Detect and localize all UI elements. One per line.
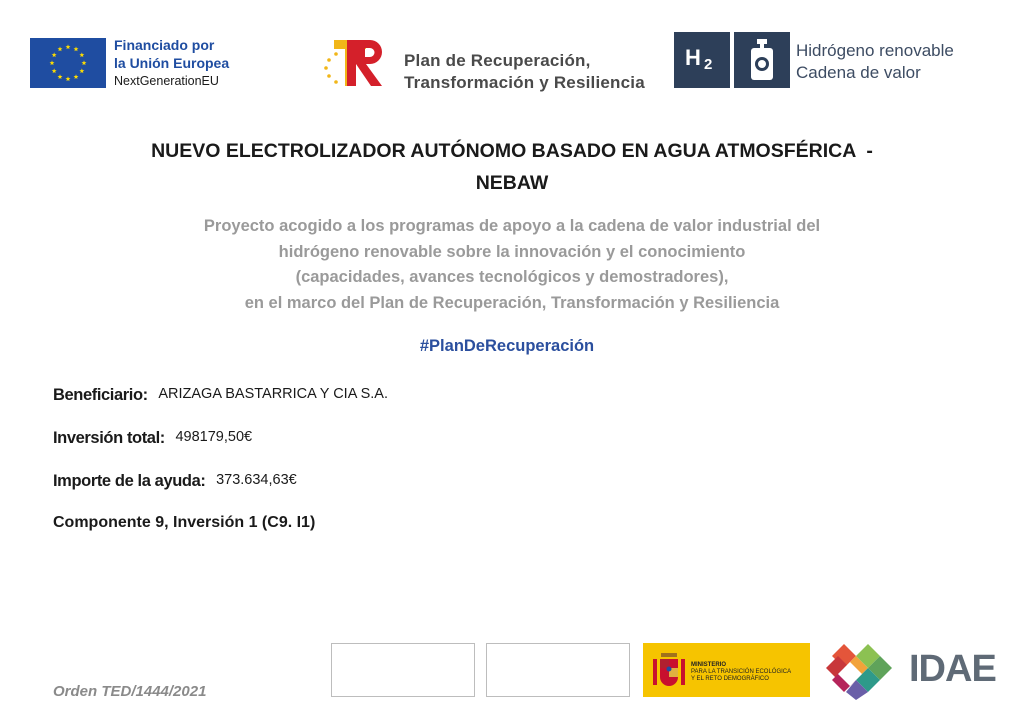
ministerio-line-1: MINISTERIO (691, 662, 727, 668)
ministerio-logo (643, 643, 810, 697)
h2-line-1: Hidrógeno renovable (796, 41, 954, 60)
description-line-1: Proyecto acogido a los programas de apoyo a la cadena de valor industrial del (203, 217, 821, 235)
ministerio-line-2: PARA LA TRANSICIÓN ECOLÓGICA (691, 669, 792, 675)
inversion-label: Inversión total: (53, 429, 165, 447)
componente-text: Componente 9, Inversión 1 (C9. I1) (53, 514, 316, 531)
eu-star-icon (74, 47, 79, 52)
eu-star-icon (52, 68, 57, 73)
importe-row (53, 472, 297, 491)
beneficiario-value: ARIZAGA BASTARRICA Y CIA S.A. (158, 386, 389, 402)
eu-star-icon (79, 52, 84, 57)
project-title-line-1: NUEVO ELECTROLIZADOR AUTÓNOMO BASADO EN AGUA ATMOSFÉRICA - (151, 140, 873, 162)
eu-funding-label (114, 36, 229, 90)
hashtag: #PlanDeRecuperación (419, 337, 595, 355)
ministerio-text (691, 662, 791, 683)
importe-value: 373.634,63€ (216, 472, 297, 488)
eu-star-icon (58, 47, 63, 52)
hydrogen-cylinder-icon (734, 32, 790, 88)
eu-star-icon (79, 68, 84, 73)
eu-line-3: NextGenerationEU (114, 74, 219, 88)
eu-star-icon (66, 76, 71, 81)
project-title (60, 135, 964, 199)
inversion-value: 498179,50€ (175, 429, 253, 445)
inversion-row (53, 429, 252, 448)
eu-flag-icon (30, 38, 106, 88)
description-line-3: (capacidades, avances tecnológicos y demostradores), (295, 268, 729, 286)
eu-star-icon (82, 60, 87, 65)
ministerio-line-3: Y EL RETO DEMOGRÁFICO (691, 676, 769, 682)
h2-line-2: Cadena de valor (796, 63, 921, 82)
eu-star-icon (50, 60, 55, 65)
project-description (80, 214, 944, 316)
description-line-2: hidrógeno renovable sobre la innovación y el conocimiento (278, 242, 746, 261)
eu-star-icon (58, 74, 63, 79)
eu-star-icon (52, 52, 57, 57)
eu-star-icon (66, 44, 71, 49)
h2-badge (674, 32, 730, 88)
beneficiario-label: Beneficiario: (53, 386, 148, 404)
recovery-plan-label (404, 50, 645, 94)
h2-badge-number: 2 (704, 56, 713, 73)
idae-logo-icon (824, 642, 902, 700)
description-line-4: en el marco del Plan de Recuperación, Transformación y Resiliencia (244, 293, 780, 312)
idae-wordmark: IDAE (909, 648, 996, 690)
orden-reference: Orden TED/1444/2021 (53, 683, 207, 700)
recovery-plan-line-1: Plan de Recuperación, (404, 51, 591, 70)
empty-logo-slot-1 (331, 643, 475, 697)
eu-line-1: Financiado por (114, 37, 215, 53)
empty-logo-slot-2 (486, 643, 630, 697)
recovery-plan-line-2: Transformación y Resiliencia (404, 73, 645, 92)
beneficiario-row (53, 386, 388, 405)
importe-label: Importe de la ayuda: (53, 472, 206, 490)
spain-coat-of-arms-icon (651, 649, 687, 691)
eu-star-icon (74, 74, 79, 79)
project-title-line-2: NEBAW (475, 172, 549, 194)
h2-badge-letter: H (685, 45, 701, 70)
eu-line-2: la Unión Europea (114, 55, 230, 71)
tr-logo-icon (320, 34, 390, 90)
h2-value-chain-label (796, 40, 954, 84)
